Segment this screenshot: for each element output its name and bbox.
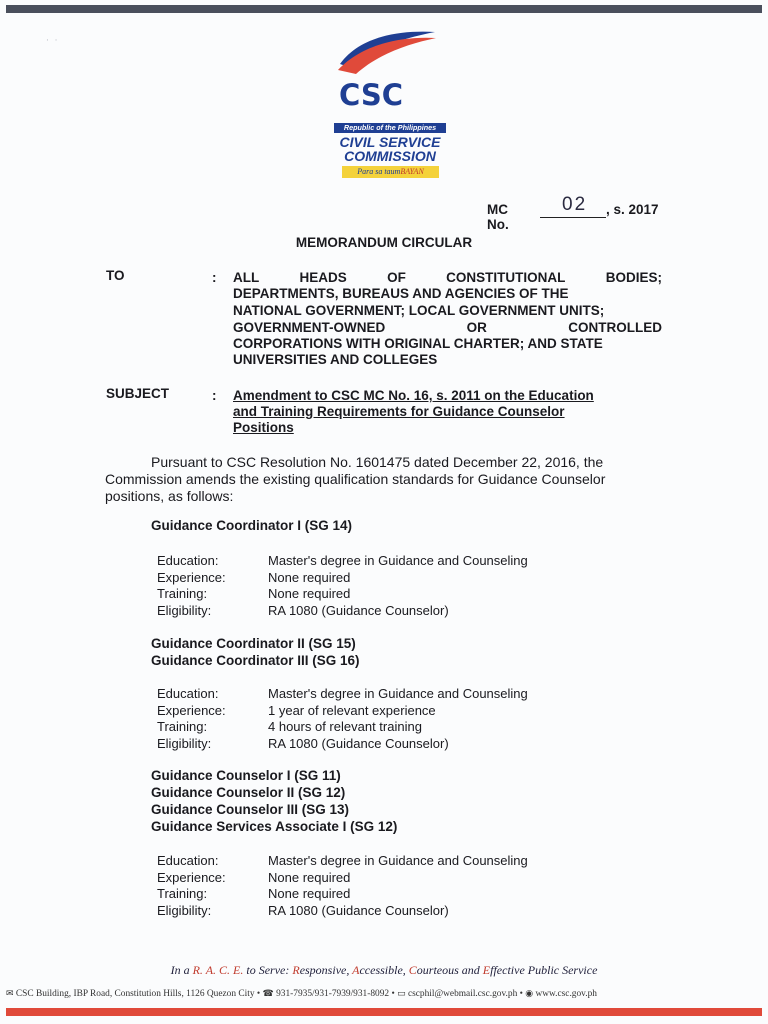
qs-value: None required <box>268 869 351 885</box>
footer-website[interactable]: www.csc.gov.ph <box>535 989 597 999</box>
qs-key: Experience: <box>157 702 226 718</box>
motto-part: In a <box>170 963 193 977</box>
mail-envelope-icon: ✉ <box>6 989 14 999</box>
to-line-3: NATIONAL GOVERNMENT; LOCAL GOVERNMENT UNITS; <box>233 303 605 318</box>
qs-key: Training: <box>157 719 208 735</box>
to-colon: : <box>212 270 217 285</box>
qs-key: Experience: <box>157 869 226 885</box>
qs-value: None required <box>268 886 351 902</box>
qs-value: 4 hours of relevant training <box>268 719 422 735</box>
scan-mark: · · <box>46 36 58 46</box>
qs-key: Eligibility: <box>157 603 212 619</box>
to-line-5: CORPORATIONS WITH ORIGINAL CHARTER; AND STATE <box>233 336 603 351</box>
position-title: Guidance Counselor III (SG 13) <box>151 802 350 817</box>
logo-wordmark: CSC <box>339 78 403 112</box>
motto-part: esponsive, <box>299 963 353 977</box>
bottom-border-bar <box>6 1008 762 1016</box>
mc-label: MC No. <box>487 202 509 232</box>
qs-key: Education: <box>157 553 219 568</box>
document-title-text: MEMORANDUM CIRCULAR <box>295 235 473 250</box>
globe-icon: ◉ <box>525 989 534 999</box>
motto-part: R. A. C. E. <box>192 963 244 977</box>
footer-contact-line: ✉ CSC Building, IBP Road, Constitution Hills, 1126 Quezon City • ☎ 931-7935/931-7939/931-8092 • ▭ cscphil@webmail.csc.gov.ph • ◉ www.csc.gov.ph <box>6 989 597 999</box>
motto-part: A <box>352 963 360 977</box>
to-line-2: DEPARTMENTS, BUREAUS AND AGENCIES OF THE <box>233 286 569 301</box>
motto-part: to Serve: <box>243 963 293 977</box>
computer-icon: ▭ <box>397 989 406 999</box>
subject-label: SUBJECT <box>106 386 170 401</box>
qs-value: RA 1080 (Guidance Counselor) <box>268 603 449 619</box>
subject-colon: : <box>212 388 217 403</box>
telephone-icon: ☎ <box>262 989 274 999</box>
to-word: BODIES; <box>605 270 662 285</box>
to-word: HEADS <box>299 270 347 285</box>
intro-text: Pursuant to CSC Resolution No. 1601475 dated December 22, 2016, the Commission amends the existing qualification standards for Guidance Counselor positions, as follows: <box>105 454 606 504</box>
footer-motto <box>0 963 768 978</box>
motto-part: ourteous and <box>416 963 483 977</box>
subject-line-1: Amendment to CSC MC No. 16, s. 2011 on the Education <box>233 388 594 403</box>
subject-line-2: and Training Requirements for Guidance Counselor <box>233 404 565 419</box>
position-title: Guidance Counselor II (SG 12) <box>151 785 346 800</box>
position-title: Guidance Coordinator I (SG 14) <box>151 518 353 533</box>
qs-key: Education: <box>157 853 219 868</box>
mc-series-year: , s. 2017 <box>606 202 659 217</box>
to-word: CONTROLLED <box>568 320 662 335</box>
csc-logo <box>330 24 450 176</box>
logo-motto-prefix: Para sa taum <box>357 167 401 176</box>
mc-number-handwritten: 02 <box>562 194 588 215</box>
qs-value: None required <box>268 586 351 602</box>
qs-key: Training: <box>157 886 208 902</box>
position-title: Guidance Coordinator III (SG 16) <box>151 653 360 668</box>
qs-value: Master's degree in Guidance and Counseling <box>268 853 528 868</box>
to-line-4 <box>233 320 662 335</box>
qs-key: Training: <box>157 586 208 602</box>
motto-part: ccessible, <box>359 963 409 977</box>
footer-email[interactable]: cscphil@webmail.csc.gov.ph <box>407 989 518 999</box>
position-title: Guidance Coordinator II (SG 15) <box>151 636 356 651</box>
to-word: OF <box>387 270 406 285</box>
to-word: GOVERNMENT-OWNED <box>233 320 386 335</box>
qs-value: RA 1080 (Guidance Counselor) <box>268 736 449 752</box>
subject-line-3: Positions <box>233 420 294 435</box>
qs-key: Experience: <box>157 569 226 585</box>
motto-part: C <box>408 963 417 977</box>
to-word: ALL <box>233 270 260 285</box>
intro-paragraph <box>105 454 663 505</box>
qs-value: Master's degree in Guidance and Counseling <box>268 686 528 701</box>
footer-phone: 931-7935/931-7939/931-8092 <box>276 989 390 999</box>
logo-motto <box>342 166 439 178</box>
qs-key: Education: <box>157 686 219 701</box>
qs-key: Eligibility: <box>157 736 212 752</box>
mc-number-blank <box>540 217 606 218</box>
footer-address: CSC Building, IBP Road, Constitution Hills, 1126 Quezon City <box>15 989 255 999</box>
logo-name-line1: CIVIL SERVICE <box>339 134 441 150</box>
motto-part: R <box>292 963 300 977</box>
qs-value: 1 year of relevant experience <box>268 702 436 718</box>
to-line-6: UNIVERSITIES AND COLLEGES <box>233 352 438 367</box>
qs-value: RA 1080 (Guidance Counselor) <box>268 903 449 919</box>
position-title: Guidance Counselor I (SG 11) <box>151 768 341 783</box>
motto-part: E <box>482 963 491 977</box>
logo-republic-banner: Republic of the Philippines <box>334 123 446 133</box>
to-label: TO <box>106 268 125 283</box>
document-title <box>0 235 768 250</box>
logo-motto-accent: BAYAN <box>400 167 424 176</box>
to-word: OR <box>466 320 487 335</box>
motto-part: ffective Public Service <box>490 963 598 977</box>
logo-name-line2: COMMISSION <box>344 148 436 164</box>
position-title: Guidance Services Associate I (SG 12) <box>151 819 398 834</box>
qs-key: Eligibility: <box>157 903 212 919</box>
qs-value: Master's degree in Guidance and Counseling <box>268 553 528 568</box>
to-word: CONSTITUTIONAL <box>446 270 566 285</box>
top-border-bar <box>6 5 762 13</box>
qs-value: None required <box>268 569 351 585</box>
to-line-1 <box>233 270 662 285</box>
